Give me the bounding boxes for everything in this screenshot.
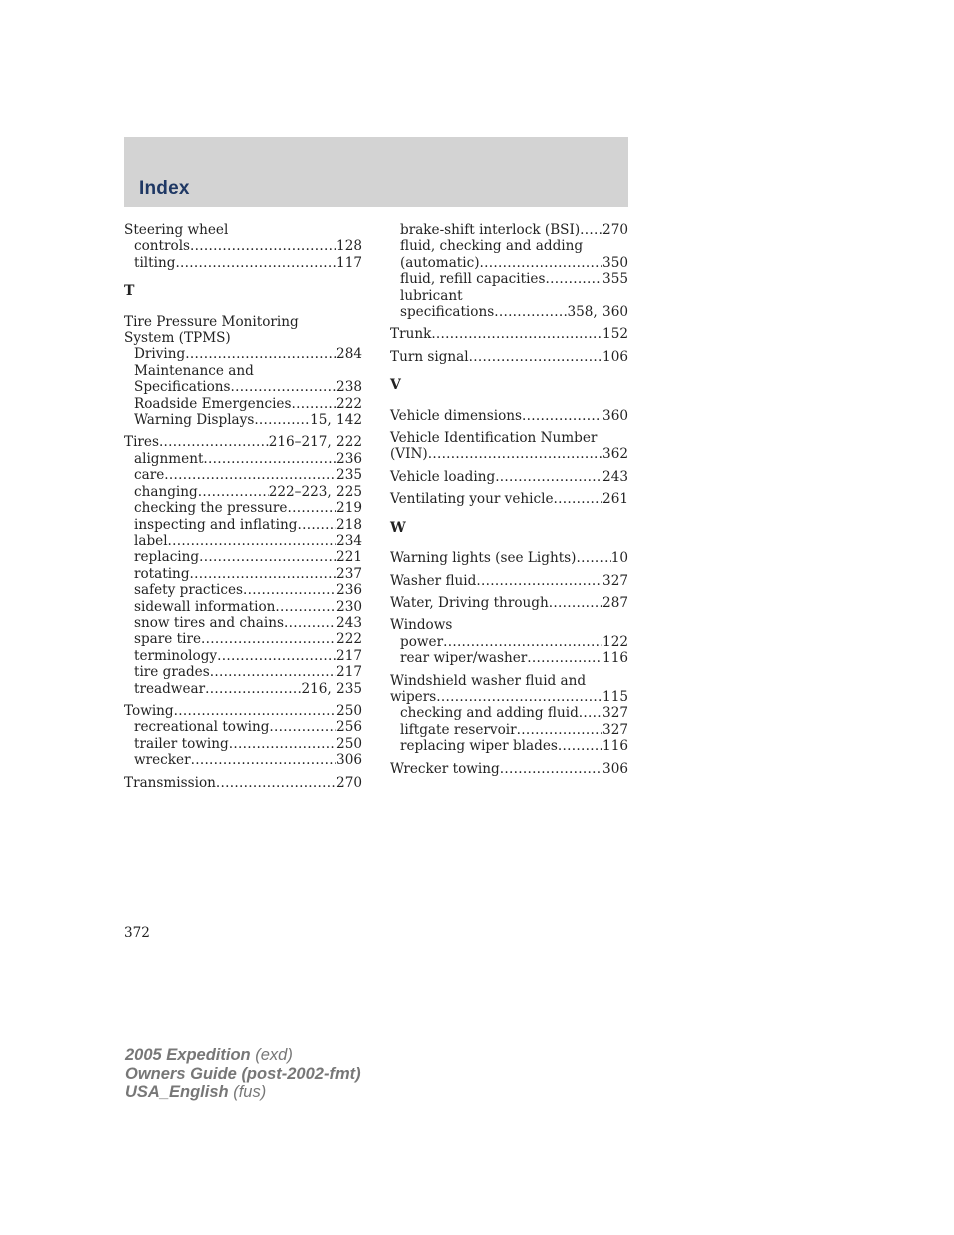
index-subentry (124, 648, 362, 664)
entry-text: trailer towing (134, 735, 229, 752)
entry-text: Driving (134, 346, 186, 363)
index-main-entry (390, 689, 628, 705)
index-entry (390, 408, 628, 424)
index-subentry (124, 549, 362, 565)
dot-leader (431, 326, 602, 342)
entry-text: Specifications (134, 379, 231, 396)
page-reference: 243 (336, 614, 362, 631)
page-reference: 237 (336, 565, 362, 582)
page-reference: 355 (602, 271, 628, 288)
index-subentry (390, 650, 628, 666)
entry-text: wrecker (134, 752, 191, 769)
index-column-right (390, 222, 628, 783)
page-reference: 128 (336, 238, 362, 255)
page-title: Index (139, 178, 190, 199)
index-subentry (124, 615, 362, 631)
page-reference: 236 (336, 582, 362, 599)
index-entry (124, 434, 362, 697)
index-letter-heading: T (124, 283, 135, 300)
page-reference: 116 (602, 650, 628, 667)
index-subentry (124, 533, 362, 549)
index-entry (390, 222, 628, 320)
dot-leader (480, 255, 603, 271)
dot-leader (428, 446, 602, 462)
page-reference: 117 (336, 254, 362, 271)
index-main-entry (390, 430, 628, 446)
entry-text: Maintenance and (134, 362, 254, 379)
index-subentry (124, 379, 362, 395)
entry-text: care (134, 467, 165, 484)
index-letter-heading: W (390, 519, 406, 536)
index-subentry (124, 736, 362, 752)
dot-leader (190, 238, 336, 254)
dot-leader (576, 550, 610, 566)
document-footer (125, 1046, 361, 1102)
dot-leader (210, 664, 336, 680)
entry-text: Windshield washer fluid and (390, 672, 587, 689)
index-subentry (390, 304, 628, 320)
page-reference: 270 (602, 222, 628, 238)
page-reference: 219 (336, 500, 362, 517)
index-main-entry (124, 775, 362, 791)
index-entry (390, 595, 628, 611)
index-subentry (124, 631, 362, 647)
dot-leader (191, 752, 336, 768)
entry-text: recreational towing (134, 719, 270, 736)
index-subentry (124, 500, 362, 516)
index-main-entry (390, 491, 628, 507)
entry-text: Vehicle loading (390, 468, 496, 485)
index-entry (390, 491, 628, 507)
page-reference: 236 (336, 450, 362, 467)
index-main-entry (124, 434, 362, 450)
index-subentry (390, 634, 628, 650)
dot-leader (476, 573, 602, 589)
index-subentry (124, 681, 362, 697)
index-entry (390, 469, 628, 485)
page-reference: 360 (602, 407, 628, 424)
index-subentry (390, 288, 628, 304)
index-subentry (390, 222, 628, 238)
index-entry (390, 550, 628, 566)
index-entry (390, 761, 628, 777)
entry-text: rotating (134, 565, 190, 582)
index-subentry (124, 451, 362, 467)
dot-leader (168, 533, 337, 549)
dot-leader (558, 738, 602, 754)
footer-model: 2005 Expedition (125, 1046, 251, 1064)
page-reference: 327 (602, 705, 628, 722)
index-main-entry (124, 222, 362, 238)
page-reference: 238 (336, 379, 362, 396)
dot-leader (275, 599, 336, 615)
page-reference: 216, 235 (301, 680, 362, 697)
dot-leader (164, 467, 336, 483)
index-subentry (124, 467, 362, 483)
entry-text: Vehicle dimensions (390, 407, 523, 424)
dot-leader (185, 346, 336, 362)
dot-leader (549, 595, 602, 611)
entry-text: Tires (124, 434, 159, 451)
dot-leader (175, 255, 336, 271)
index-main-entry (390, 550, 628, 566)
dot-leader (287, 500, 336, 516)
index-subentry (124, 396, 362, 412)
index-subentry (390, 705, 628, 721)
index-entry (124, 314, 362, 429)
entry-text: power (400, 633, 444, 650)
page-reference: 270 (336, 774, 362, 791)
entry-text: fluid, refill capacities (400, 271, 546, 288)
footer-line-2 (125, 1065, 361, 1084)
page-reference: 115 (602, 688, 628, 705)
entry-text: (VIN) (390, 446, 428, 463)
entry-text: terminology (134, 647, 218, 664)
dot-leader (580, 222, 602, 238)
dot-leader (190, 566, 337, 582)
dot-leader (522, 408, 602, 424)
entry-text: fluid, checking and adding (400, 238, 584, 255)
entry-text: Tire Pressure Monitoring (124, 313, 299, 330)
entry-text: Washer fluid (390, 572, 477, 589)
index-letter-heading: V (390, 377, 401, 394)
entry-text: alignment (134, 450, 204, 467)
index-subentry (124, 363, 362, 379)
page-reference: 221 (336, 549, 362, 566)
index-subentry (124, 599, 362, 615)
index-entry (390, 349, 628, 365)
entry-text: Water, Driving through (390, 594, 549, 611)
index-main-entry (390, 761, 628, 777)
dot-leader (436, 689, 602, 705)
index-column-left (124, 222, 362, 797)
index-main-entry (390, 617, 628, 633)
section-header (124, 137, 628, 207)
entry-text: rear wiper/washer (400, 650, 528, 667)
dot-leader (469, 349, 602, 365)
index-subentry (124, 582, 362, 598)
entry-text: checking and adding fluid (400, 705, 579, 722)
dot-leader (205, 681, 301, 697)
entry-text: wipers (390, 688, 437, 705)
dot-leader (443, 634, 602, 650)
index-subentry (124, 484, 362, 500)
index-entry (124, 703, 362, 769)
page-number: 372 (124, 925, 150, 941)
dot-leader (500, 761, 602, 777)
page-reference: 216–217, 222 (268, 434, 362, 451)
index-entry (124, 775, 362, 791)
page-reference: 106 (602, 348, 628, 365)
page-reference: 222 (336, 395, 362, 412)
dot-leader (297, 517, 336, 533)
index-main-entry (124, 314, 362, 330)
entry-text: changing (134, 483, 198, 500)
page-reference: 217 (336, 647, 362, 664)
footer-line-1 (125, 1046, 361, 1065)
index-subentry (124, 346, 362, 362)
dot-leader (231, 379, 337, 395)
entry-text: treadwear (134, 680, 206, 697)
index-entry (390, 573, 628, 589)
dot-leader (291, 396, 336, 412)
page-reference: 327 (602, 721, 628, 738)
entry-text: tilting (134, 254, 176, 271)
dot-leader (243, 582, 336, 598)
entry-text: Vehicle Identification Number (390, 430, 598, 447)
page-reference: 287 (602, 594, 628, 611)
entry-text: Ventilating your vehicle (390, 491, 554, 508)
page-reference: 122 (602, 633, 628, 650)
index-subentry (124, 752, 362, 768)
dot-leader (284, 615, 336, 631)
page-reference: 230 (336, 598, 362, 615)
dot-leader (517, 722, 602, 738)
page-reference: 284 (336, 346, 362, 363)
page-reference: 218 (336, 516, 362, 533)
page-reference: 350 (602, 254, 628, 271)
page-reference: 222–223, 225 (268, 483, 362, 500)
page-reference: 15, 142 (310, 412, 362, 429)
index-entry (390, 617, 628, 666)
dot-leader (495, 469, 602, 485)
index-main-entry (124, 330, 362, 346)
dot-leader (199, 549, 336, 565)
page-reference: 256 (336, 719, 362, 736)
page-reference: 327 (602, 572, 628, 589)
entry-text: replacing wiper blades (400, 738, 558, 755)
entry-text: Roadside Emergencies (134, 395, 292, 412)
page-reference: 358, 360 (567, 304, 628, 321)
page-reference: 250 (336, 702, 362, 719)
page-reference: 306 (602, 760, 628, 777)
page-reference: 235 (336, 467, 362, 484)
entry-text: label (134, 532, 168, 549)
entry-text: Warning lights (see Lights) (390, 550, 577, 567)
index-main-entry (390, 349, 628, 365)
page-reference: 261 (602, 491, 628, 508)
index-main-entry (390, 408, 628, 424)
page-reference: 306 (336, 752, 362, 769)
index-main-entry (390, 573, 628, 589)
dot-leader (545, 271, 602, 287)
index-entry (390, 673, 628, 755)
dot-leader (216, 775, 336, 791)
entry-text: controls (134, 238, 191, 255)
dot-leader (203, 451, 336, 467)
dot-leader (579, 705, 602, 721)
dot-leader (229, 736, 336, 752)
footer-language: USA_English (125, 1083, 229, 1101)
index-main-entry (390, 469, 628, 485)
page-reference: 362 (602, 446, 628, 463)
index-main-entry (390, 595, 628, 611)
entry-text: Wrecker towing (390, 760, 500, 777)
entry-text: Transmission (124, 774, 216, 791)
entry-text: brake-shift interlock (BSI) (400, 222, 581, 238)
entry-text: Steering wheel (124, 222, 229, 238)
footer-language-code: (fus) (233, 1083, 267, 1101)
entry-text: Towing (124, 702, 174, 719)
dot-leader (554, 491, 603, 507)
page-reference: 152 (602, 326, 628, 343)
index-subentry (390, 255, 628, 271)
entry-text: (automatic) (400, 254, 480, 271)
entry-text: lubricant (400, 287, 463, 304)
index-subentry (124, 238, 362, 254)
entry-text: specifications (400, 304, 495, 321)
dot-leader (198, 484, 269, 500)
dot-leader (527, 650, 602, 666)
footer-guide: Owners Guide (post-2002-fmt) (125, 1064, 361, 1083)
index-entry (390, 430, 628, 463)
index-subentry (390, 722, 628, 738)
entry-text: safety practices (134, 582, 243, 599)
page-reference: 243 (602, 468, 628, 485)
index-subentry (124, 517, 362, 533)
entry-text: Windows (390, 617, 453, 634)
index-main-entry (390, 446, 628, 462)
index-main-entry (390, 326, 628, 342)
dot-leader (269, 719, 336, 735)
index-main-entry (390, 673, 628, 689)
entry-text: inspecting and inflating (134, 516, 298, 533)
footer-line-3 (125, 1083, 361, 1102)
index-subentry (124, 255, 362, 271)
page-reference: 10 (610, 550, 628, 567)
page-reference: 234 (336, 532, 362, 549)
entry-text: spare tire (134, 631, 201, 648)
dot-leader (174, 703, 336, 719)
page-reference: 116 (602, 738, 628, 755)
entry-text: checking the pressure (134, 500, 288, 517)
index-entry (390, 326, 628, 342)
footer-model-code: (exd) (255, 1046, 293, 1064)
dot-leader (159, 434, 269, 450)
entry-text: System (TPMS) (124, 330, 231, 347)
entry-text: snow tires and chains (134, 614, 284, 631)
page-reference: 217 (336, 664, 362, 681)
index-subentry (124, 566, 362, 582)
index-subentry (390, 271, 628, 287)
index-subentry (124, 664, 362, 680)
index-subentry (124, 412, 362, 428)
index-entry (124, 222, 362, 271)
index-subentry (390, 238, 628, 254)
entry-text: Trunk (390, 326, 432, 343)
page-reference: 222 (336, 631, 362, 648)
entry-text: tire grades (134, 664, 210, 681)
index-main-entry (124, 703, 362, 719)
entry-text: liftgate reservoir (400, 721, 517, 738)
index-subentry (390, 738, 628, 754)
dot-leader (494, 304, 567, 320)
index-subentry (124, 719, 362, 735)
entry-text: Turn signal (390, 348, 469, 365)
page-reference: 250 (336, 735, 362, 752)
entry-text: replacing (134, 549, 200, 566)
dot-leader (201, 631, 336, 647)
entry-text: Warning Displays (134, 412, 255, 429)
dot-leader (217, 648, 336, 664)
entry-text: sidewall information (134, 598, 276, 615)
dot-leader (254, 412, 310, 428)
